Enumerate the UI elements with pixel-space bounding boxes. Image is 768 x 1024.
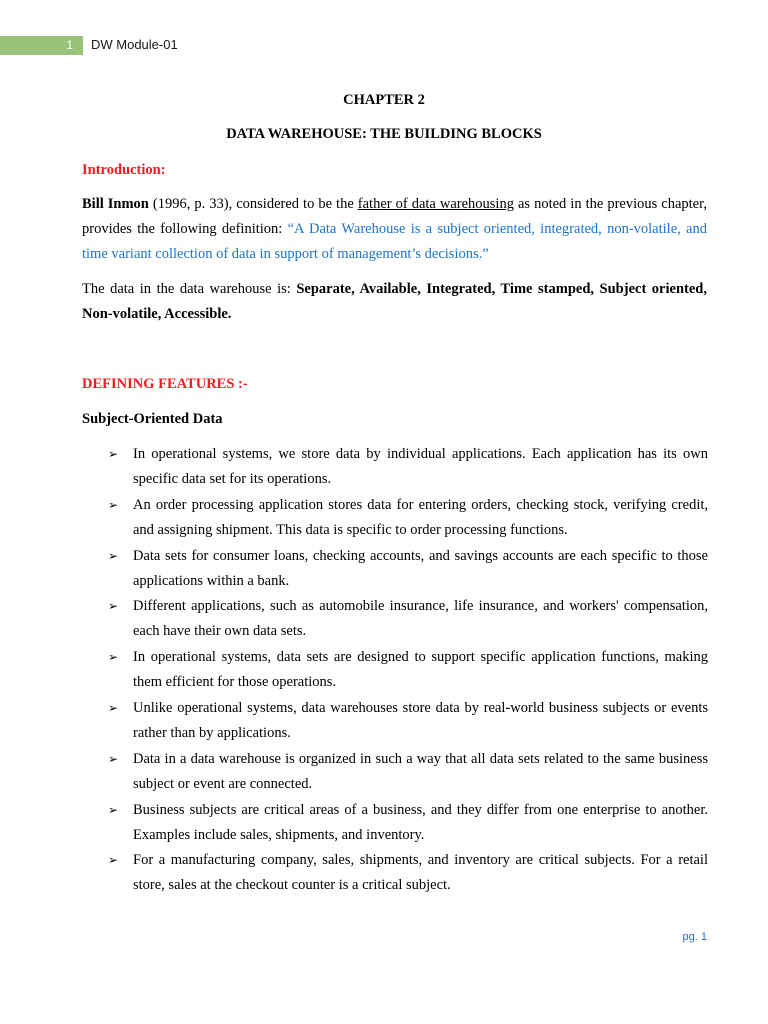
list-item <box>108 544 708 594</box>
arrow-bullet-icon: ➢ <box>108 853 119 868</box>
list-item <box>108 493 708 543</box>
properties-lead: The data in the data warehouse is: <box>82 281 297 297</box>
list-item-text: In operational systems, we store data by individual applications. Each application has its own specific data set for its operations. <box>133 446 708 487</box>
bullet-list <box>108 442 708 899</box>
chapter-title: DATA WAREHOUSE: THE BUILDING BLOCKS <box>226 126 542 142</box>
arrow-bullet-icon: ➢ <box>108 599 119 614</box>
intro-text-2: as noted in the previous chapter, provides the following definition: <box>82 196 707 237</box>
definition-quote: “A Data Warehouse is a subject oriented, integrated, non-volatile, and time variant collection of data in support of management’s decisions.” <box>82 221 707 262</box>
list-item-text: For a manufacturing company, sales, shipments, and inventory are critical subjects. For a retail store, sales at the checkout counter is a critical subject. <box>133 852 708 894</box>
module-title: DW Module-01 <box>91 37 178 52</box>
list-item <box>108 848 708 898</box>
underlined-phrase: father of data warehousing <box>357 196 514 212</box>
list-item-text: Unlike operational systems, data warehouses store data by real-world business subjects or events rather than by applications. <box>133 699 708 741</box>
list-item <box>108 442 708 492</box>
list-item <box>108 645 708 695</box>
introduction-heading: Introduction: <box>82 162 166 178</box>
list-item <box>108 594 708 644</box>
defining-features-heading: DEFINING FEATURES :- <box>82 376 248 392</box>
list-item <box>108 747 708 797</box>
arrow-bullet-icon: ➢ <box>108 497 119 512</box>
introduction-paragraph <box>82 192 707 267</box>
page-header <box>0 36 768 56</box>
list-item-text: Business subjects are critical areas of a business, and they differ from one enterprise to another. Examples include sales, shipments, and inventory. <box>133 801 708 843</box>
list-item-text: In operational systems, data sets are designed to support specific application functions, making them efficient for those operations. <box>133 649 708 691</box>
page-footer: pg. 1 <box>682 931 707 943</box>
chapter-label: CHAPTER 2 <box>343 92 425 108</box>
arrow-bullet-icon: ➢ <box>108 751 119 766</box>
list-item-text: Data in a data warehouse is organized in such a way that all data sets related to the same business subject or event are connected. <box>133 750 708 792</box>
properties-list: Separate, Available, Integrated, Time stamped, Subject oriented, Non-volatile, Accessible. <box>82 281 707 322</box>
list-item <box>108 798 708 848</box>
arrow-bullet-icon: ➢ <box>108 700 119 715</box>
list-item-text: Different applications, such as automobile insurance, life insurance, and workers' compensation, each have their own data sets. <box>133 598 708 640</box>
properties-paragraph <box>82 277 707 327</box>
subject-oriented-heading: Subject-Oriented Data <box>82 411 223 427</box>
arrow-bullet-icon: ➢ <box>108 548 119 563</box>
page-number-tab <box>0 36 83 55</box>
list-item-text: Data sets for consumer loans, checking accounts, and savings accounts are each specific to those applications within a bank. <box>133 547 708 589</box>
arrow-bullet-icon: ➢ <box>108 447 119 461</box>
list-item <box>108 696 708 746</box>
page-number: 1 <box>66 38 73 52</box>
intro-text-1: (1996, p. 33), considered to be the <box>148 196 358 212</box>
list-item-text: An order processing application stores data for entering orders, checking stock, verifying credit, and assigning shipment. This data is specific to order processing functions. <box>133 496 708 538</box>
arrow-bullet-icon: ➢ <box>108 802 119 817</box>
author-name: Bill Inmon <box>82 196 149 212</box>
arrow-bullet-icon: ➢ <box>108 650 119 665</box>
